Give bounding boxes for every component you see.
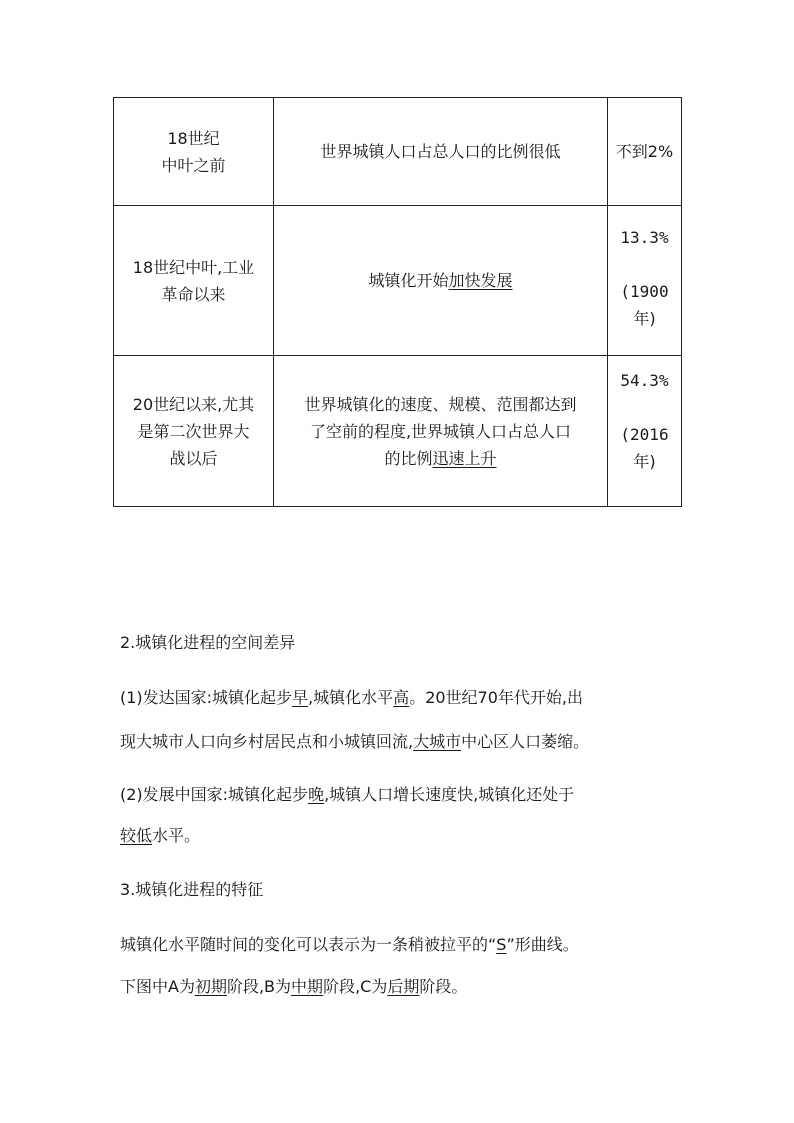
underlined-answer: 中期 <box>291 977 324 996</box>
section-2-heading: 2.城镇化进程的空间差异 <box>120 633 296 652</box>
underlined-answer: 加快发展 <box>448 271 513 290</box>
underlined-answer: 高 <box>393 688 410 707</box>
value-cell: 13.3% (1900 年) <box>608 206 682 356</box>
feature-cell: 世界城镇化的速度、规模、范围都达到 了空前的程度,世界城镇人口占总人口 的比例迅速上升 <box>274 356 608 507</box>
section-2-paragraph-2-line-2: 较低水平。 <box>120 826 201 845</box>
underlined-answer: S <box>496 935 507 954</box>
section-3-heading: 3.城镇化进程的特征 <box>120 880 264 899</box>
feature-cell: 城镇化开始加快发展 <box>274 206 608 356</box>
value-cell: 不到2% <box>608 98 682 206</box>
underlined-answer: 大城市 <box>413 732 462 751</box>
underlined-answer: 较低 <box>120 826 153 845</box>
underlined-answer: 后期 <box>387 977 420 996</box>
section-3-paragraph-line-2: 下图中A为初期阶段,B为中期阶段,C为后期阶段。 <box>120 977 468 996</box>
urbanization-history-table <box>113 97 682 507</box>
feature-cell: 世界城镇人口占总人口的比例很低 <box>274 98 608 206</box>
underlined-answer: 早 <box>292 688 309 707</box>
table-row <box>114 356 682 507</box>
section-3-paragraph-line-1: 城镇化水平随时间的变化可以表示为一条稍被拉平的“S”形曲线。 <box>120 935 579 954</box>
table-row <box>114 98 682 206</box>
period-cell: 18世纪 中叶之前 <box>114 98 274 206</box>
section-2-paragraph-1-line-2: 现大城市人口向乡村居民点和小城镇回流,大城市中心区人口萎缩。 <box>120 732 590 751</box>
section-2-paragraph-2-line-1: (2)发展中国家:城镇化起步晚,城镇人口增长速度快,城镇化还处于 <box>120 785 575 804</box>
value-cell: 54.3% (2016 年) <box>608 356 682 507</box>
underlined-answer: 初期 <box>194 977 227 996</box>
period-cell: 20世纪以来,尤其 是第二次世界大 战以后 <box>114 356 274 507</box>
underlined-answer: 迅速上升 <box>432 448 497 468</box>
period-cell: 18世纪中叶,工业 革命以来 <box>114 206 274 356</box>
section-2-paragraph-1-line-1: (1)发达国家:城镇化起步早,城镇化水平高。20世纪70年代开始,出 <box>120 688 583 707</box>
table-row <box>114 206 682 356</box>
underlined-answer: 晚 <box>308 785 325 804</box>
